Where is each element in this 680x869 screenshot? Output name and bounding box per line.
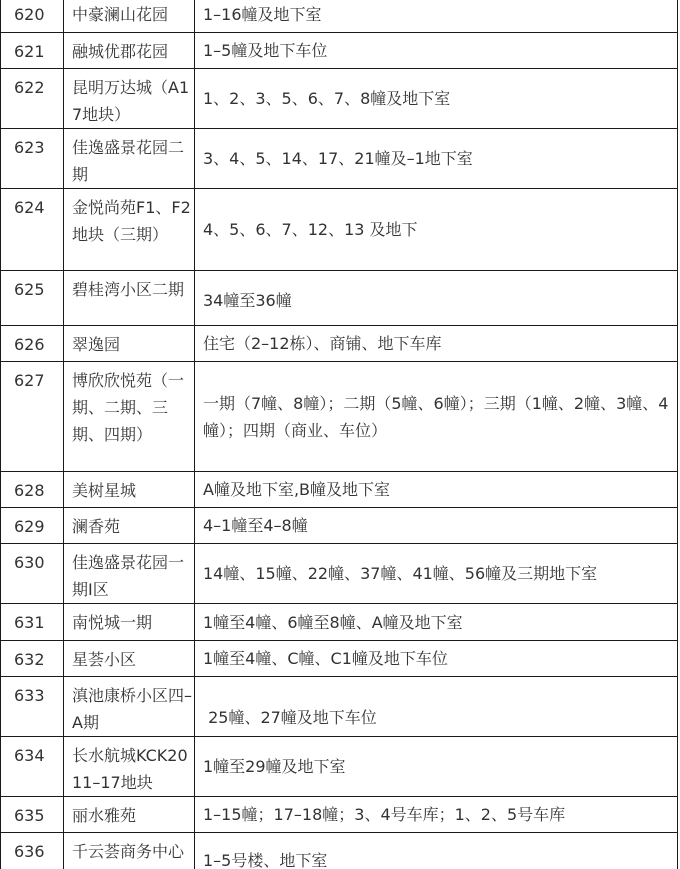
table-row xyxy=(1,737,678,797)
project-scope xyxy=(195,472,678,508)
project-name: 金悦尚苑F1、F2地块（三期） xyxy=(64,189,195,271)
project-scope-text: 一期（7幢、8幢）；二期（5幢、6幢）；三期（1幢、2幢、3幢、4幢）；四期（商业、车位） xyxy=(203,393,669,440)
project-name: 澜香苑 xyxy=(64,508,195,544)
table-row xyxy=(1,677,678,737)
table-row xyxy=(1,271,678,326)
project-scope-text: 4–1幢至4–8幢 xyxy=(203,516,308,535)
row-number: 631 xyxy=(1,604,64,641)
table-row xyxy=(1,362,678,472)
project-scope-text: 1–5号楼、地下室 xyxy=(203,851,328,869)
project-scope xyxy=(195,189,678,271)
row-number: 621 xyxy=(1,33,64,69)
row-number: 630 xyxy=(1,544,64,604)
row-number: 626 xyxy=(1,326,64,362)
table-row xyxy=(1,189,678,271)
project-name: 佳逸盛景花园一期Ⅰ区 xyxy=(64,544,195,604)
project-scope-text: 34幢至36幢 xyxy=(203,291,292,310)
project-name: 中豪澜山花园 xyxy=(64,0,195,33)
row-number: 629 xyxy=(1,508,64,544)
row-number: 632 xyxy=(1,641,64,677)
table-row xyxy=(1,0,678,33)
table-row xyxy=(1,797,678,833)
row-number: 622 xyxy=(1,69,64,129)
row-number: 636 xyxy=(1,833,64,869)
project-name: 昆明万达城（A17地块） xyxy=(64,69,195,129)
row-number: 624 xyxy=(1,189,64,271)
row-number: 627 xyxy=(1,362,64,472)
project-scope xyxy=(195,69,678,129)
project-scope-text: 住宅（2–12栋）、商铺、地下车库 xyxy=(203,334,442,353)
project-scope xyxy=(195,641,678,677)
table-row xyxy=(1,33,678,69)
project-name: 星荟小区 xyxy=(64,641,195,677)
project-scope xyxy=(195,544,678,604)
table-row xyxy=(1,641,678,677)
row-number: 625 xyxy=(1,271,64,326)
project-name: 长水航城KCK2011–17地块 xyxy=(64,737,195,797)
project-scope-text: 1–16幢及地下室 xyxy=(203,4,322,24)
project-name: 滇池康桥小区四–A期 xyxy=(64,677,195,737)
row-number: 620 xyxy=(1,0,64,33)
table-row xyxy=(1,129,678,189)
table-row xyxy=(1,833,678,869)
project-scope-text: 1、2、3、5、6、7、8幢及地下室 xyxy=(203,89,451,108)
project-name: 南悦城一期 xyxy=(64,604,195,641)
project-scope xyxy=(195,677,678,737)
project-scope xyxy=(195,362,678,472)
project-scope xyxy=(195,508,678,544)
row-number: 633 xyxy=(1,677,64,737)
project-scope-text: 14幢、15幢、22幢、37幢、41幢、56幢及三期地下室 xyxy=(203,564,598,583)
project-name: 丽水雅苑 xyxy=(64,797,195,833)
table-row xyxy=(1,69,678,129)
project-scope xyxy=(195,129,678,189)
project-scope-text: A幢及地下室,B幢及地下室 xyxy=(203,480,391,499)
project-scope-text: 1幢至29幢及地下室 xyxy=(203,757,346,776)
project-scope xyxy=(195,737,678,797)
project-name: 千云荟商务中心 xyxy=(64,833,195,869)
project-name: 美树星城 xyxy=(64,472,195,508)
row-number: 634 xyxy=(1,737,64,797)
project-scope-text: 1–5幢及地下车位 xyxy=(203,41,328,60)
project-scope-text: 1幢至4幢、6幢至8幢、A幢及地下室 xyxy=(203,612,463,632)
project-scope-text: 3、4、5、14、17、21幢及–1地下室 xyxy=(203,149,473,168)
table-row xyxy=(1,604,678,641)
row-number: 635 xyxy=(1,797,64,833)
project-scope xyxy=(195,0,678,33)
project-scope-text: 1–15幢；17–18幢；3、4号车库；1、2、5号车库 xyxy=(203,805,566,824)
project-name: 翠逸园 xyxy=(64,326,195,362)
project-scope-text: 1幢至4幢、C幢、C1幢及地下车位 xyxy=(203,649,448,668)
project-scope xyxy=(195,604,678,641)
table-row xyxy=(1,326,678,362)
project-scope-text: 25幢、27幢及地下车位 xyxy=(203,708,377,727)
project-name: 佳逸盛景花园二期 xyxy=(64,129,195,189)
project-scope xyxy=(195,833,678,869)
project-name: 融城优郡花园 xyxy=(64,33,195,69)
project-scope xyxy=(195,33,678,69)
row-number: 628 xyxy=(1,472,64,508)
project-scope-text: 4、5、6、7、12、13 及地下 xyxy=(203,220,418,239)
project-scope xyxy=(195,326,678,362)
project-name: 碧桂湾小区二期 xyxy=(64,271,195,326)
table-row xyxy=(1,508,678,544)
project-scope xyxy=(195,271,678,326)
table-row xyxy=(1,544,678,604)
table-row xyxy=(1,472,678,508)
row-number: 623 xyxy=(1,129,64,189)
project-scope xyxy=(195,797,678,833)
project-name: 博欣欣悦苑（一期、二期、三期、四期） xyxy=(64,362,195,472)
